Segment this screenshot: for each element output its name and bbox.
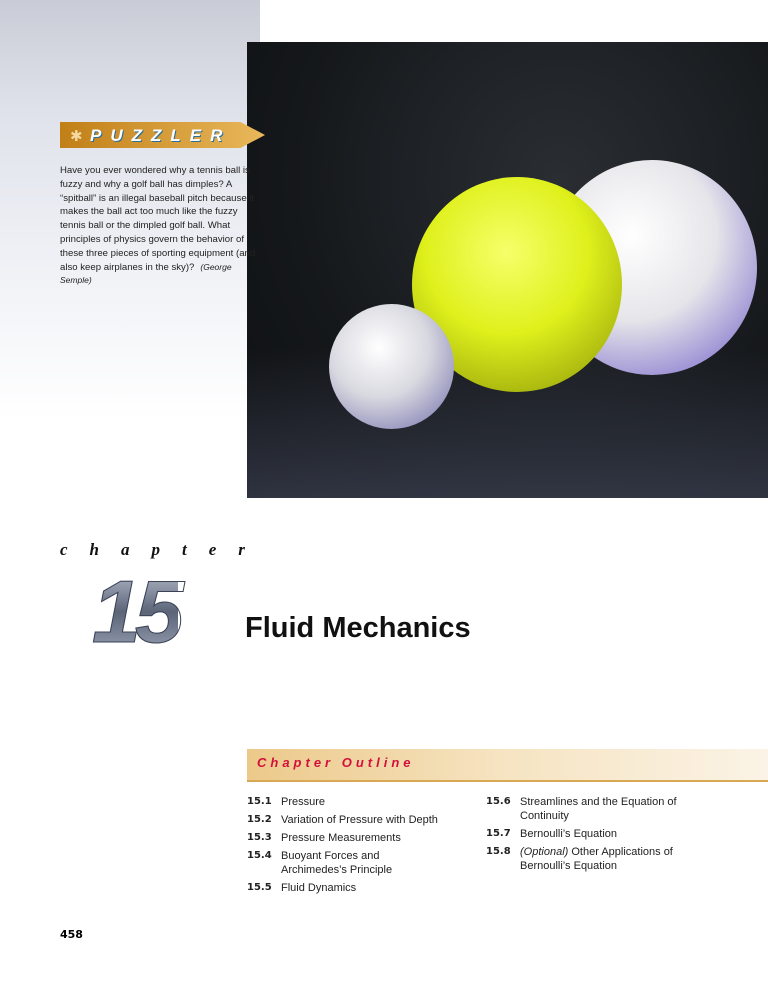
outline-item: [247, 795, 477, 809]
outline-left-column: [247, 795, 477, 899]
chapter-word: chapter: [60, 540, 267, 559]
section-number: 15.5: [247, 882, 272, 893]
puzzler-label: PUZZLER: [90, 126, 232, 145]
section-title: Variation of Pressure with Depth: [281, 814, 438, 826]
section-title: Bernoulli’s Equation: [520, 828, 618, 840]
outline-item: [247, 831, 477, 845]
outline-header: [247, 749, 768, 782]
outline-item: [247, 813, 477, 827]
section-title: Fluid Dynamics: [281, 882, 357, 894]
sports-balls-photo: [247, 42, 768, 498]
outline-item: [486, 827, 716, 841]
puzzler-banner: [60, 122, 285, 152]
outline-item: [486, 845, 716, 873]
puzzler-text: [60, 164, 260, 288]
outline-item: [247, 849, 477, 877]
optional-tag: (Optional): [520, 846, 569, 858]
section-number: 15.8: [486, 846, 511, 857]
outline-item: [486, 795, 716, 823]
golf-ball: [329, 304, 454, 429]
outline-right-column: [486, 795, 716, 877]
page-number: 458: [60, 928, 83, 941]
section-number: 15.2: [247, 814, 272, 825]
puzzle-piece-icon: ✱: [70, 128, 83, 145]
section-number: 15.4: [247, 850, 272, 861]
section-number: 15.7: [486, 828, 511, 839]
puzzler-question: Have you ever wondered why a tennis ball is fuzzy and why a golf ball has dimples? A “spitball” is an illegal baseball pitch because it makes the ball act too much like the fuzzy tennis ball or the dimpled golf ball. What principles of physics govern the behavior of these three pieces of sporting equipment (and also keep airplanes in the sky)?: [60, 165, 256, 273]
section-title: Pressure: [281, 796, 326, 808]
photo-credit: (George Semple): [60, 261, 232, 286]
chapter-title: Fluid Mechanics: [245, 612, 471, 644]
section-title: Other Applications of Bernoulli’s Equation: [520, 846, 673, 872]
section-title: Buoyant Forces and Archimedes’s Principle: [281, 850, 393, 876]
chapter-number: 15: [92, 562, 178, 661]
section-number: 15.6: [486, 796, 511, 807]
outline-item: [247, 881, 477, 895]
outline-title: Chapter Outline: [257, 755, 415, 770]
section-title: Pressure Measurements: [281, 832, 401, 844]
section-title: Streamlines and the Equation of Continuity: [520, 796, 677, 822]
section-number: 15.1: [247, 796, 272, 807]
section-number: 15.3: [247, 832, 272, 843]
